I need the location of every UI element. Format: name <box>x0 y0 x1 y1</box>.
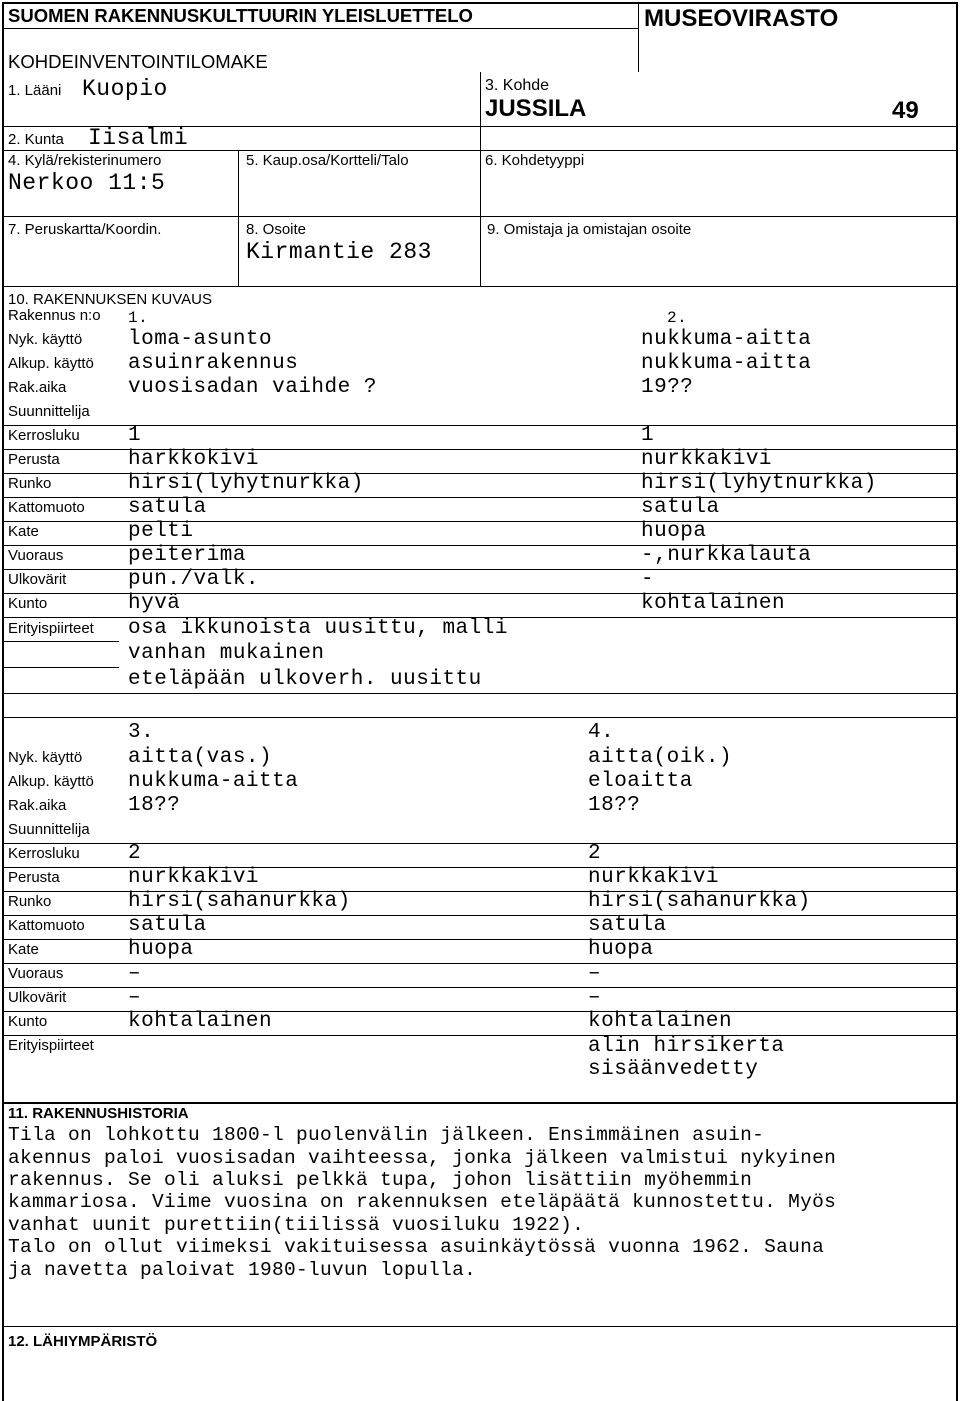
kunta-value: Iisalmi <box>88 125 189 151</box>
history-line-5: vanhat uunit purettiin(tiilissä vuosiluku 1922). <box>8 1214 585 1236</box>
label-nyk-kaytto-2: Nyk. käyttö <box>8 749 83 766</box>
label-kunto-2: Kunto <box>8 1013 48 1030</box>
label-erityispiirteet-2: Erityispiirteet <box>8 1037 94 1054</box>
label-kerrosluku-2: Kerrosluku <box>8 845 80 862</box>
laani-value: Kuopio <box>82 76 168 102</box>
b2-nyk: nukkuma-aitta <box>641 328 812 351</box>
environment-title: 12. LÄHIYMPÄRISTÖ <box>8 1333 158 1350</box>
building-number-4: 4. <box>588 721 615 744</box>
building-number-3: 3. <box>128 721 155 744</box>
b3-kerrosluku: 2 <box>128 842 142 865</box>
b4-vuoraus: – <box>588 962 602 985</box>
label-nyk-kaytto: Nyk. käyttö <box>8 331 83 348</box>
form-title: KOHDEINVENTOINTILOMAKE <box>8 51 268 72</box>
b3-kate: huopa <box>128 938 194 961</box>
object-number: 49 <box>892 97 919 124</box>
kyla-label: 4. Kylä/rekisterinumero <box>8 152 162 169</box>
peruskartta-label: 7. Peruskartta/Koordin. <box>8 221 162 238</box>
rakennus-no-label: Rakennus n:o <box>8 307 101 324</box>
b3-nyk: aitta(vas.) <box>128 746 273 769</box>
label-rakaika: Rak.aika <box>8 379 67 396</box>
b1-perusta: harkkokivi <box>128 448 260 471</box>
b3-rakaika: 18?? <box>128 794 181 817</box>
label-rakaika-2: Rak.aika <box>8 797 67 814</box>
b2-kattomuoto: satula <box>641 496 720 519</box>
history-title: 11. RAKENNUSHISTORIA <box>8 1105 189 1122</box>
b1-vuoraus: peiterima <box>128 544 246 567</box>
label-ulkovarit: Ulkovärit <box>8 571 67 588</box>
b1-kerrosluku: 1 <box>128 424 142 447</box>
building-number-2: 2. <box>667 309 688 327</box>
b3-ulkovarit: – <box>128 986 142 1009</box>
b2-rakaika: 19?? <box>641 376 694 399</box>
b2-runko: hirsi(lyhytnurkka) <box>641 472 877 495</box>
history-line-3: rakennus. Se oli aluksi pelkkä tupa, johon lisättiin myöhemmin <box>8 1169 753 1191</box>
b4-runko: hirsi(sahanurkka) <box>588 890 811 913</box>
laani-label: 1. Lääni <box>8 82 62 99</box>
b3-vuoraus: – <box>128 962 142 985</box>
b4-kunto: kohtalainen <box>588 1010 733 1033</box>
label-kate: Kate <box>8 523 39 540</box>
registry-title: SUOMEN RAKENNUSKULTTUURIN YLEISLUETTELO <box>8 5 473 26</box>
b3-runko: hirsi(sahanurkka) <box>128 890 351 913</box>
b4-perusta: nurkkakivi <box>588 866 720 889</box>
kohde-value: JUSSILA <box>485 95 587 122</box>
osoite-value: Kirmantie 283 <box>246 239 432 265</box>
label-kattomuoto: Kattomuoto <box>8 499 85 516</box>
b1-erityis-1: osa ikkunoista uusittu, malli <box>128 617 508 640</box>
history-line-1: Tila on lohkottu 1800-l puolenvälin jälkeen. Ensimmäinen asuin- <box>8 1124 765 1146</box>
b3-kattomuoto: satula <box>128 914 207 937</box>
label-runko: Runko <box>8 475 52 492</box>
label-erityispiirteet: Erityispiirteet <box>8 620 94 637</box>
b4-erityis-1: alin hirsikerta <box>588 1035 785 1058</box>
b3-kunto: kohtalainen <box>128 1010 273 1033</box>
label-ulkovarit-2: Ulkovärit <box>8 989 67 1006</box>
b2-kate: huopa <box>641 520 707 543</box>
label-runko-2: Runko <box>8 893 52 910</box>
kohde-label: 3. Kohde <box>485 77 550 94</box>
label-vuoraus: Vuoraus <box>8 547 64 564</box>
b4-nyk: aitta(oik.) <box>588 746 733 769</box>
label-alkup-kaytto: Alkup. käyttö <box>8 355 94 372</box>
b3-perusta: nurkkakivi <box>128 866 260 889</box>
b1-kattomuoto: satula <box>128 496 207 519</box>
label-alkup-kaytto-2: Alkup. käyttö <box>8 773 94 790</box>
history-line-4: kammariosa. Viime vuosina on rakennuksen eteläpäätä kunnostettu. Myös <box>8 1191 837 1213</box>
b1-erityis-3: eteläpään ulkoverh. uusittu <box>128 668 482 691</box>
b4-kate: huopa <box>588 938 654 961</box>
history-line-2: akennus paloi vuosisadan vaihteessa, jonka jälkeen valmistui nykyinen <box>8 1147 837 1169</box>
label-kerrosluku: Kerrosluku <box>8 427 80 444</box>
b2-perusta: nurkkakivi <box>641 448 773 471</box>
label-perusta: Perusta <box>8 451 60 468</box>
b1-kate: pelti <box>128 520 194 543</box>
b1-erityis-2: vanhan mukainen <box>128 642 325 665</box>
b2-ulkovarit: - <box>641 568 655 591</box>
kaupunginosa-label: 5. Kaup.osa/Kortteli/Talo <box>246 152 409 169</box>
b4-ulkovarit: – <box>588 986 602 1009</box>
b1-kunto: hyvä <box>128 592 181 615</box>
label-perusta-2: Perusta <box>8 869 60 886</box>
agency-name: MUSEOVIRASTO <box>644 5 839 32</box>
b4-rakaika: 18?? <box>588 794 641 817</box>
label-kattomuoto-2: Kattomuoto <box>8 917 85 934</box>
b2-kunto: kohtalainen <box>641 592 786 615</box>
history-line-6: Talo on ollut viimeksi vakituisessa asuinkäytössä vuonna 1962. Sauna <box>8 1236 825 1258</box>
kyla-value: Nerkoo 11:5 <box>8 170 166 196</box>
label-suunnittelija: Suunnittelija <box>8 403 90 420</box>
b4-alkup: eloaitta <box>588 770 693 793</box>
omistaja-label: 9. Omistaja ja omistajan osoite <box>487 221 692 238</box>
b1-alkup: asuinrakennus <box>128 352 299 375</box>
b2-kerrosluku: 1 <box>641 424 655 447</box>
b2-alkup: nukkuma-aitta <box>641 352 812 375</box>
b4-kerrosluku: 2 <box>588 842 602 865</box>
b1-rakaika: vuosisadan vaihde ? <box>128 376 377 399</box>
label-kunto: Kunto <box>8 595 48 612</box>
history-line-7: ja navetta paloivat 1980-luvun lopulla. <box>8 1259 477 1281</box>
osoite-label: 8. Osoite <box>246 221 307 238</box>
b4-erityis-2: sisäänvedetty <box>588 1058 759 1081</box>
label-kate-2: Kate <box>8 941 39 958</box>
label-suunnittelija-2: Suunnittelija <box>8 821 90 838</box>
b1-nyk: loma-asunto <box>128 328 273 351</box>
building-section-title: 10. RAKENNUKSEN KUVAUS <box>8 291 212 308</box>
kohdetyyppi-label: 6. Kohdetyyppi <box>485 152 585 169</box>
label-vuoraus-2: Vuoraus <box>8 965 64 982</box>
b1-runko: hirsi(lyhytnurkka) <box>128 472 364 495</box>
b4-kattomuoto: satula <box>588 914 667 937</box>
kunta-label: 2. Kunta <box>8 131 64 148</box>
b1-ulkovarit: pun./valk. <box>128 568 260 591</box>
b2-vuoraus: -,nurkkalauta <box>641 544 812 567</box>
building-number-1: 1. <box>128 309 149 327</box>
b3-alkup: nukkuma-aitta <box>128 770 299 793</box>
